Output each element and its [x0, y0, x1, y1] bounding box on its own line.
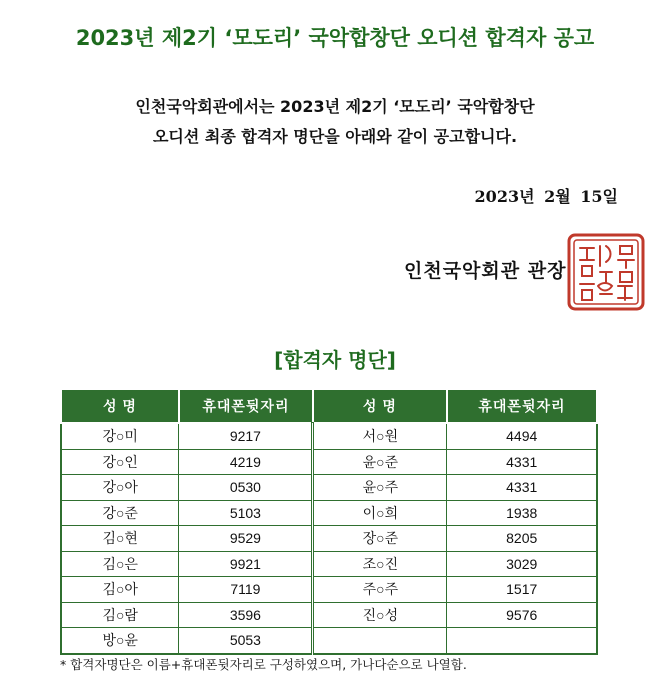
page-title: 2023년 제2기 ‘모도리’ 국악합창단 오디션 합격자 공고: [75, 26, 595, 50]
phone-cell: 3029: [447, 551, 597, 577]
footnote: * 합격자명단은 이름+휴대폰뒷자리로 구성하였으며, 가나다순으로 나열함.: [60, 657, 467, 672]
phone-cell: 9529: [179, 526, 313, 552]
header-phone-left: 휴대폰뒷자리: [179, 389, 313, 423]
header-name-right: 성 명: [313, 389, 447, 423]
name-cell: 조○진: [313, 551, 447, 577]
name-cell: 서○원: [313, 423, 447, 449]
name-cell: 방○윤: [61, 628, 179, 654]
phone-cell: 7119: [179, 577, 313, 603]
name-cell: 이○희: [313, 500, 447, 526]
intro-paragraph: [0, 92, 670, 152]
table-row: [61, 423, 597, 449]
name-cell: 윤○주: [313, 475, 447, 501]
name-cell: 김○아: [61, 577, 179, 603]
table-row: [61, 475, 597, 501]
name-cell: 김○람: [61, 602, 179, 628]
phone-cell: 9217: [179, 423, 313, 449]
table-row: [61, 602, 597, 628]
table-row: [61, 526, 597, 552]
name-cell: 강○미: [61, 423, 179, 449]
official-seal-icon: [566, 232, 646, 312]
phone-cell: [447, 628, 597, 654]
roster-table: [60, 388, 598, 655]
phone-cell: 9576: [447, 602, 597, 628]
phone-cell: 5053: [179, 628, 313, 654]
header-name-left: 성 명: [61, 389, 179, 423]
intro-line-1: 인천국악회관에서는 2023년 제2기 ‘모도리’ 국악합창단: [135, 97, 535, 116]
phone-cell: 4331: [447, 449, 597, 475]
table-row: [61, 577, 597, 603]
phone-cell: 5103: [179, 500, 313, 526]
name-cell: 강○아: [61, 475, 179, 501]
name-cell: 강○준: [61, 500, 179, 526]
name-cell: 장○준: [313, 526, 447, 552]
table-row: [61, 551, 597, 577]
phone-cell: 1938: [447, 500, 597, 526]
table-header-row: [61, 389, 597, 423]
name-cell: 강○인: [61, 449, 179, 475]
issuer-name: 인천국악회관 관장: [404, 260, 567, 282]
announcement-date: 2023년 2월 15일: [474, 187, 618, 206]
phone-cell: 1517: [447, 577, 597, 603]
name-cell: 김○은: [61, 551, 179, 577]
phone-cell: 4331: [447, 475, 597, 501]
phone-cell: 9921: [179, 551, 313, 577]
table-row: [61, 449, 597, 475]
name-cell: 김○현: [61, 526, 179, 552]
phone-cell: 0530: [179, 475, 313, 501]
phone-cell: 8205: [447, 526, 597, 552]
name-cell: 윤○준: [313, 449, 447, 475]
name-cell: 진○성: [313, 602, 447, 628]
name-cell: [313, 628, 447, 654]
list-title: [합격자 명단]: [274, 348, 396, 372]
name-cell: 주○주: [313, 577, 447, 603]
table-row: [61, 628, 597, 654]
table-row: [61, 500, 597, 526]
phone-cell: 3596: [179, 602, 313, 628]
intro-line-2: 오디션 최종 합격자 명단을 아래와 같이 공고합니다.: [152, 127, 518, 146]
header-phone-right: 휴대폰뒷자리: [447, 389, 597, 423]
phone-cell: 4219: [179, 449, 313, 475]
phone-cell: 4494: [447, 423, 597, 449]
